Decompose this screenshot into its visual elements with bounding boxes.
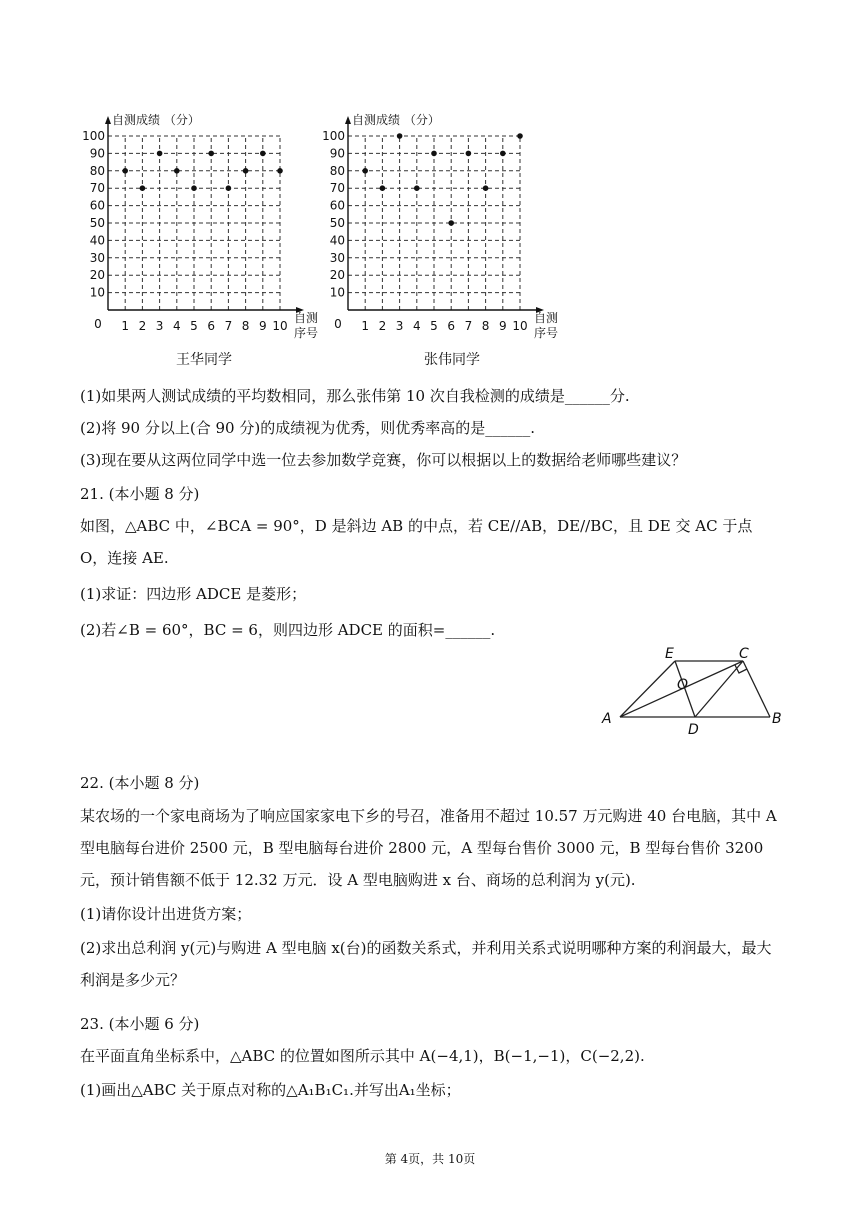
page-footer: 第 4页，共 10页 bbox=[384, 1152, 476, 1166]
data-point bbox=[157, 151, 163, 157]
y-tick-label: 20 bbox=[329, 268, 345, 283]
q20-part2: (2)将 90 分以上(合 90 分)的成绩视为优秀，则优秀率高的是______. bbox=[80, 419, 535, 437]
y-tick-label: 40 bbox=[329, 233, 345, 248]
y-tick-label: 20 bbox=[89, 268, 105, 283]
label-c: C bbox=[739, 646, 749, 662]
x-tick-label: 10 bbox=[512, 319, 528, 333]
y-tick-label: 90 bbox=[89, 146, 105, 161]
x-tick-label: 1 bbox=[121, 319, 130, 333]
y-tick-label: 50 bbox=[329, 216, 345, 230]
y-tick-label: 10 bbox=[89, 285, 105, 300]
y-tick-label: 90 bbox=[329, 146, 345, 161]
chart-caption-wanghua: 王华同学 bbox=[176, 352, 232, 368]
x-tick-label: 4 bbox=[172, 319, 181, 333]
x-tick-label: 7 bbox=[224, 319, 233, 333]
q22-heading: 22. (本小题 8 分) bbox=[80, 774, 200, 792]
y-tick-label: 80 bbox=[329, 163, 345, 178]
data-point bbox=[483, 185, 489, 191]
x-tick-label: 2 bbox=[138, 319, 147, 333]
y-tick-label: 60 bbox=[89, 198, 105, 213]
x-axis-title-line1: 自测 bbox=[534, 311, 559, 325]
data-point bbox=[362, 168, 368, 174]
x-axis-title-line2: 序号 bbox=[294, 326, 319, 340]
y-tick-label: 60 bbox=[329, 198, 345, 213]
y-axis-title: 自测成绩 （分） bbox=[352, 113, 440, 127]
x-tick-label: 6 bbox=[207, 319, 216, 333]
data-point bbox=[380, 185, 386, 191]
rhombus-figure bbox=[596, 646, 796, 738]
y-axis-arrow bbox=[345, 116, 351, 124]
data-point bbox=[226, 185, 232, 191]
x-tick-label: 8 bbox=[481, 319, 490, 333]
segment-dc bbox=[695, 661, 743, 717]
data-point bbox=[431, 151, 437, 157]
data-point bbox=[140, 185, 146, 191]
y-tick-label: 30 bbox=[89, 250, 105, 265]
x-axis-title-line2: 序号 bbox=[534, 326, 559, 340]
data-point bbox=[122, 168, 128, 174]
data-point bbox=[260, 151, 266, 157]
data-point bbox=[448, 220, 454, 226]
data-point bbox=[191, 185, 197, 191]
q22-body: 某农场的一个家电商场为了响应国家家电下乡的号召，准备用不超过 10.57 万元购进 40 台电脑，其中 A 型电脑每台进价 2500 元，B 型电脑每台进价 2800 元，A 型每台售价 3000 元，B 型每台售价 3200 元，预计销售额不低于 12.32 万元．设 A 型电脑购进 x 台、商场的总利润为 y(元). bbox=[80, 807, 777, 889]
data-point bbox=[243, 168, 249, 174]
x-tick-label: 3 bbox=[395, 319, 404, 333]
x-tick-label: 5 bbox=[430, 319, 438, 333]
q23-part1: (1)画出△ABC 关于原点对称的△A₁B₁C₁.并写出A₁坐标； bbox=[80, 1081, 461, 1099]
y-tick-label: 100 bbox=[322, 129, 345, 143]
y-axis-arrow bbox=[105, 116, 111, 124]
data-point bbox=[517, 133, 523, 139]
q22-part1: (1)请你设计出进货方案； bbox=[80, 905, 252, 923]
label-e: E bbox=[665, 646, 674, 662]
q23-heading: 23. (本小题 6 分) bbox=[80, 1015, 200, 1033]
label-o: O bbox=[677, 677, 689, 693]
chart-zhangwei bbox=[310, 108, 580, 348]
x-tick-label: 8 bbox=[241, 319, 250, 333]
data-point bbox=[466, 151, 472, 157]
x-tick-label: 10 bbox=[272, 319, 288, 333]
label-b: B bbox=[772, 711, 782, 727]
label-d: D bbox=[688, 722, 699, 738]
y-axis-title: 自测成绩 （分） bbox=[112, 113, 200, 127]
label-a: A bbox=[602, 711, 612, 727]
y-tick-label: 100 bbox=[82, 129, 105, 143]
data-point bbox=[414, 185, 420, 191]
data-point bbox=[500, 151, 506, 157]
y-tick-label: 70 bbox=[89, 181, 105, 196]
x-tick-label: 4 bbox=[412, 319, 421, 333]
chart-caption-zhangwei: 张伟同学 bbox=[424, 352, 480, 368]
y-tick-label: 40 bbox=[89, 233, 105, 248]
x-axis-title-line1: 自测 bbox=[294, 311, 319, 325]
data-point bbox=[174, 168, 180, 174]
y-tick-label: 70 bbox=[329, 181, 345, 196]
y-tick-label: 10 bbox=[329, 285, 345, 300]
origin-label: 0 bbox=[334, 317, 342, 331]
q20-part1: (1)如果两人测试成绩的平均数相同，那么张伟第 10 次自我检测的成绩是______分. bbox=[80, 387, 630, 405]
x-tick-label: 2 bbox=[378, 319, 387, 333]
x-tick-label: 9 bbox=[498, 319, 507, 333]
segment-ae bbox=[620, 661, 675, 717]
q22-part2: (2)求出总利润 y(元)与购进 A 型电脑 x(台)的函数关系式，并利用关系式说明哪种方案的利润最大，最大利润是多少元？ bbox=[80, 939, 772, 989]
x-tick-label: 3 bbox=[155, 319, 164, 333]
q20-part3: (3)现在要从这两位同学中选一位去参加数学竞赛，你可以根据以上的数据给老师哪些建议？ bbox=[80, 451, 687, 469]
q23-body: 在平面直角坐标系中，△ABC 的位置如图所示其中 A(−4,1)，B(−1,−1)，C(−2,2). bbox=[80, 1047, 645, 1065]
origin-label: 0 bbox=[94, 317, 102, 331]
x-tick-label: 9 bbox=[258, 319, 267, 333]
x-tick-label: 5 bbox=[190, 319, 198, 333]
y-tick-label: 30 bbox=[329, 250, 345, 265]
chart-wanghua bbox=[70, 108, 320, 348]
x-tick-label: 6 bbox=[447, 319, 456, 333]
q21-heading: 21. (本小题 8 分) bbox=[80, 485, 200, 503]
data-point bbox=[208, 151, 214, 157]
data-point bbox=[277, 168, 283, 174]
q21-body: 如图，△ABC 中，∠BCA = 90°，D 是斜边 AB 的中点，若 CE//AB，DE//BC，且 DE 交 AC 于点 O，连接 AE. bbox=[80, 517, 753, 567]
data-point bbox=[397, 133, 403, 139]
x-tick-label: 1 bbox=[361, 319, 370, 333]
y-tick-label: 50 bbox=[89, 216, 105, 230]
q21-part1: (1)求证：四边形 ADCE 是菱形； bbox=[80, 585, 307, 603]
q21-part2: (2)若∠B = 60°，BC = 6，则四边形 ADCE 的面积=______. bbox=[80, 621, 496, 639]
y-tick-label: 80 bbox=[89, 163, 105, 178]
x-tick-label: 7 bbox=[464, 319, 473, 333]
